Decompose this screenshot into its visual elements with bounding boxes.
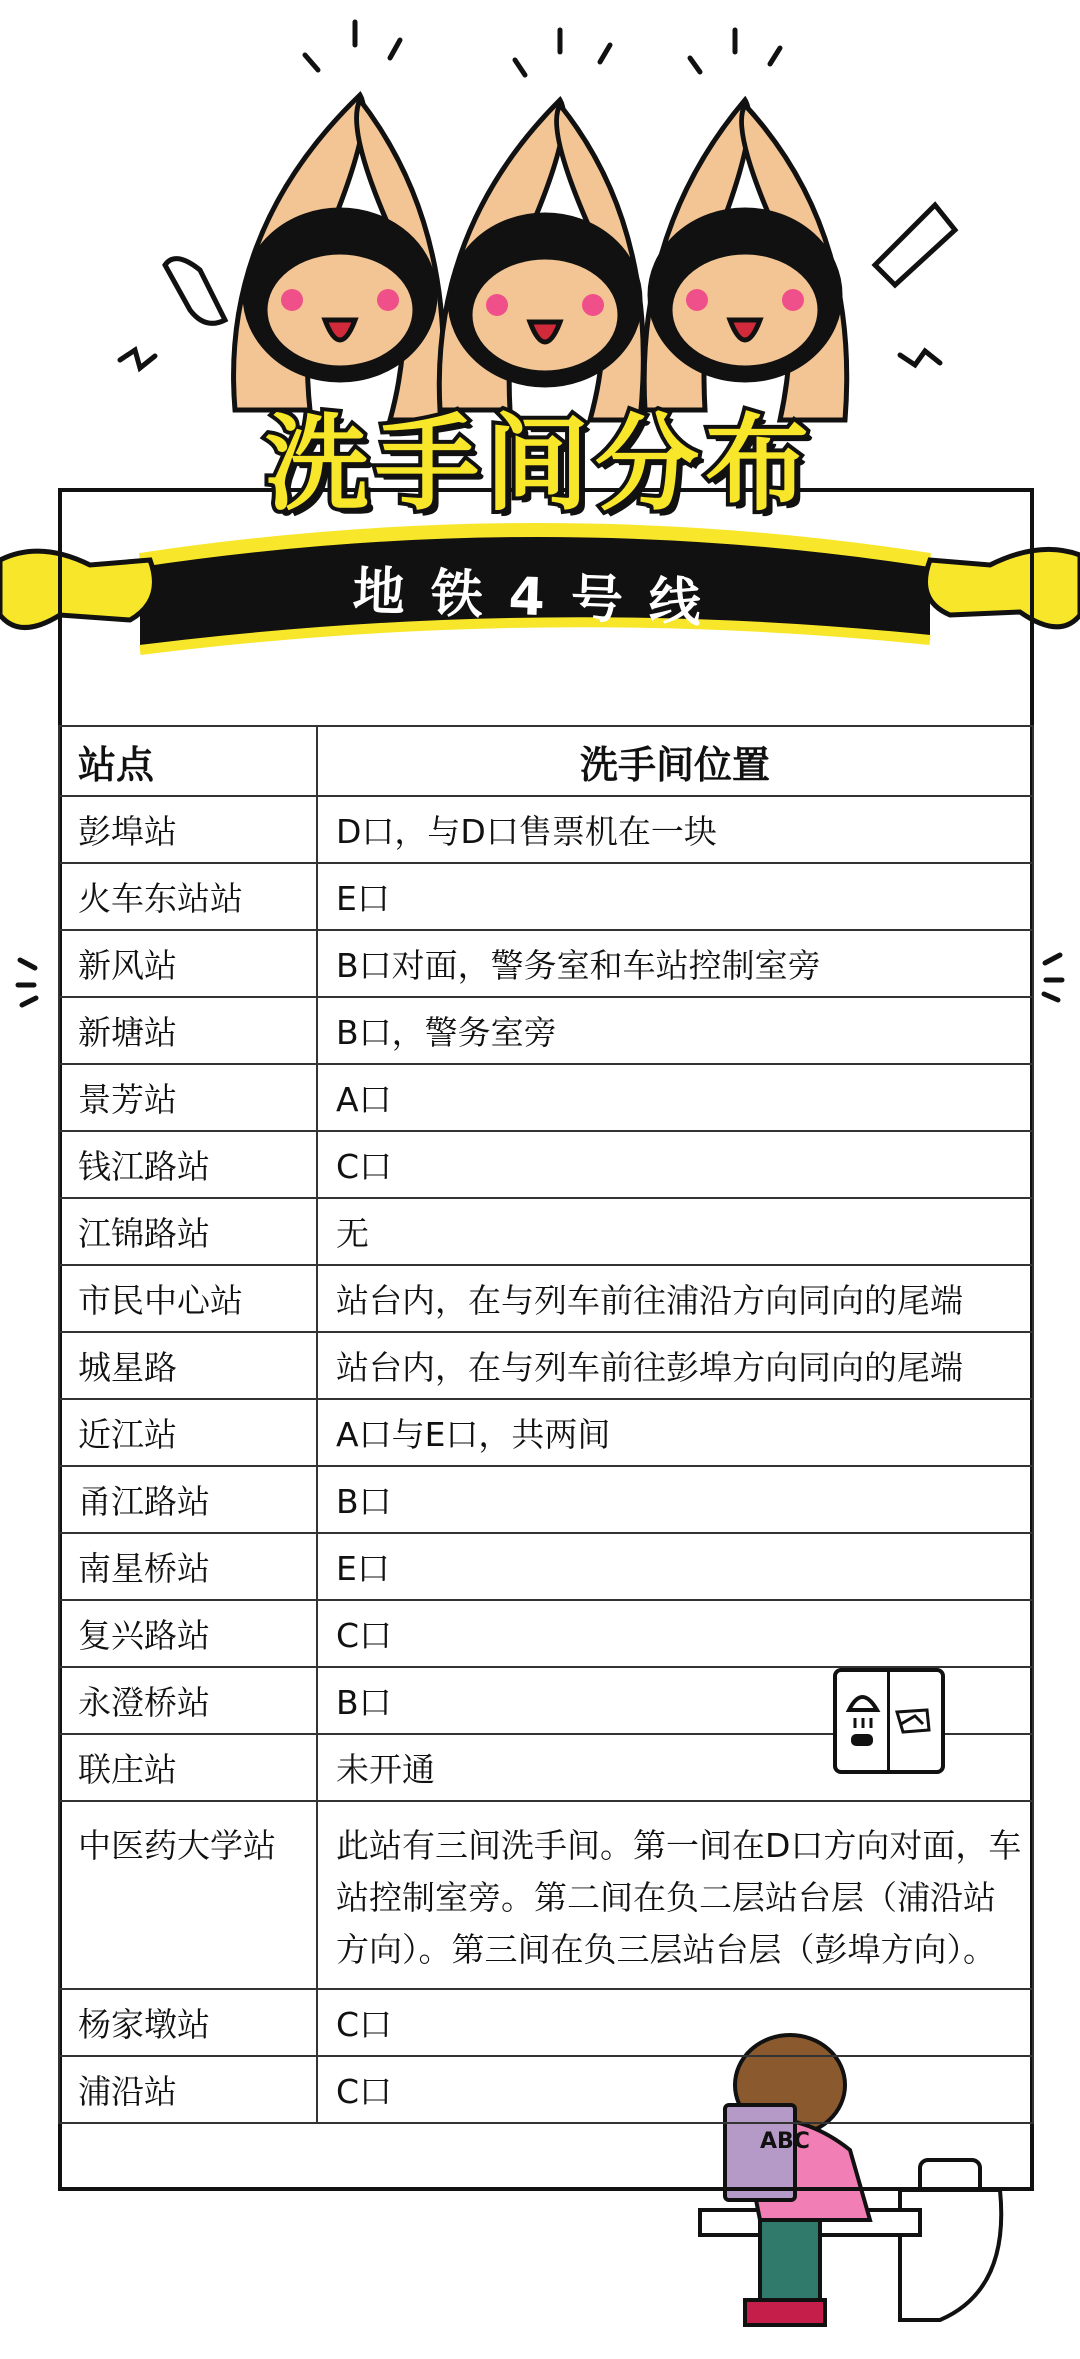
table-row	[59, 796, 1033, 863]
station-name: 甬江路站	[59, 1466, 317, 1533]
restroom-sign-icon	[833, 1668, 945, 1774]
station-name: 钱江路站	[59, 1131, 317, 1198]
station-name: 城星路	[59, 1332, 317, 1399]
station-name: 新风站	[59, 930, 317, 997]
toilet-location: B口	[317, 1667, 1033, 1734]
station-name: 彭埠站	[59, 796, 317, 863]
table-row	[59, 930, 1033, 997]
station-name: 江锦路站	[59, 1198, 317, 1265]
toilet-location: C口	[317, 1600, 1033, 1667]
toilet-location: 此站有三间洗手间。第一间在D口方向对面，车站控制室旁。第二间在负二层站台层（浦沿站方向）。第三间在负三层站台层（彭埠方向）。	[317, 1801, 1033, 1989]
station-name: 火车东站站	[59, 863, 317, 930]
toilet-location: B口	[317, 1466, 1033, 1533]
toilet-location: 未开通	[317, 1734, 1033, 1801]
table-row	[59, 1600, 1033, 1667]
table-row	[59, 1801, 1033, 1989]
column-header-station: 站点	[59, 726, 317, 796]
station-name: 杨家墩站	[59, 1989, 317, 2056]
toilet-location: 站台内，在与列车前往彭埠方向同向的尾端	[317, 1332, 1033, 1399]
toilet-location: 无	[317, 1198, 1033, 1265]
station-name: 永澄桥站	[59, 1667, 317, 1734]
title-area	[0, 380, 1080, 540]
station-name: 新塘站	[59, 997, 317, 1064]
toilet-location: C口	[317, 2056, 1033, 2123]
toilet-location: A口	[317, 1064, 1033, 1131]
station-name: 联庄站	[59, 1734, 317, 1801]
toilet-location: C口	[317, 1989, 1033, 2056]
toilet-location: E口	[317, 1533, 1033, 1600]
toilet-location: B口对面，警务室和车站控制室旁	[317, 930, 1033, 997]
table-row	[59, 1332, 1033, 1399]
table-row	[59, 1989, 1033, 2056]
station-name: 中医药大学站	[59, 1801, 317, 1989]
station-name: 景芳站	[59, 1064, 317, 1131]
table-header-row	[59, 726, 1033, 796]
station-name: 浦沿站	[59, 2056, 317, 2123]
station-name: 复兴路站	[59, 1600, 317, 1667]
column-header-location: 洗手间位置	[317, 726, 1033, 796]
table-row	[59, 863, 1033, 930]
station-name: 南星桥站	[59, 1533, 317, 1600]
toilet-location-table	[58, 725, 1034, 2124]
station-name: 市民中心站	[59, 1265, 317, 1332]
table-row	[59, 1399, 1033, 1466]
toilet-location: D口，与D口售票机在一块	[317, 796, 1033, 863]
station-name: 近江站	[59, 1399, 317, 1466]
table-row	[59, 2056, 1033, 2123]
toilet-location: E口	[317, 863, 1033, 930]
page-subtitle: 地铁4号线	[351, 561, 728, 635]
table-row	[59, 1265, 1033, 1332]
toilet-location: B口，警务室旁	[317, 997, 1033, 1064]
book-letters: ABC	[760, 2129, 810, 2154]
table-row	[59, 1064, 1033, 1131]
page-title: 洗手间分布	[264, 403, 815, 525]
table-row	[59, 997, 1033, 1064]
table-row	[59, 1198, 1033, 1265]
table-row	[59, 1131, 1033, 1198]
toilet-location: 站台内，在与列车前往浦沿方向同向的尾端	[317, 1265, 1033, 1332]
table-row	[59, 1466, 1033, 1533]
toilet-location: C口	[317, 1131, 1033, 1198]
table-row	[59, 1533, 1033, 1600]
toilet-location: A口与E口，共两间	[317, 1399, 1033, 1466]
